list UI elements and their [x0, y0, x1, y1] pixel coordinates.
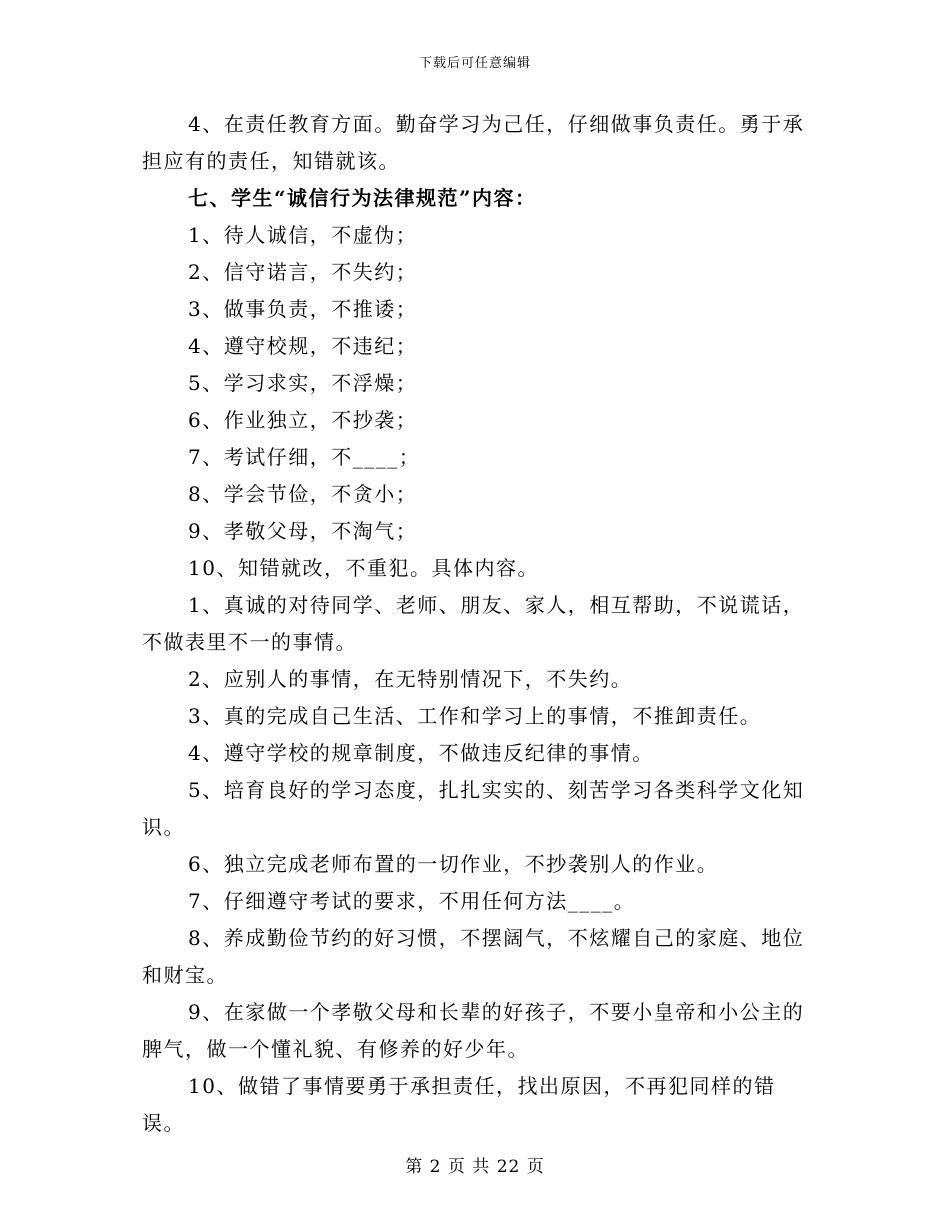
list-item: 7、考试仔细，不____；	[188, 445, 421, 469]
list-item: 4、遵守校规，不违纪；	[188, 334, 418, 358]
section-heading: 七、学生“诚信行为法律规范”内容：	[188, 186, 537, 210]
detail-item: 4、遵守学校的规章制度，不做违反纪律的事情。	[188, 741, 654, 765]
detail-item: 2、应别人的事情，在无特别情况下，不失约。	[188, 667, 633, 691]
detail-item: 9、在家做一个孝敬父母和长辈的好孩子，不要小皇帝和小公主的脾气，做一个懂礼貌、有修养的好少年。	[142, 1000, 805, 1061]
detail-item: 7、仔细遵守考试的要求，不用任何方法____。	[188, 889, 636, 913]
detail-item: 5、培育良好的学习态度，扎扎实实的、刻苦学习各类科学文化知识。	[142, 778, 805, 839]
page-number-footer: 第 2 页 共 22 页	[405, 1157, 545, 1177]
list-item: 8、学会节俭，不贪小；	[188, 482, 418, 506]
list-item: 6、作业独立，不抄袭；	[188, 408, 418, 432]
detail-item: 3、真的完成自己生活、工作和学习上的事情，不推卸责任。	[188, 704, 762, 728]
list-item: 10、知错就改，不重犯。具体内容。	[188, 556, 539, 580]
list-item: 2、信守诺言，不失约；	[188, 260, 418, 284]
paragraph: 4、在责任教育方面。勤奋学习为己任，仔细做事负责任。勇于承担应有的责任，知错就该。	[142, 112, 805, 173]
detail-item: 1、真诚的对待同学、老师、朋友、家人，相互帮助，不说谎话，不做表里不一的事情。	[142, 593, 805, 654]
list-item: 5、学习求实，不浮燥；	[188, 371, 418, 395]
detail-item: 10、做错了事情要勇于承担责任，找出原因，不再犯同样的错误。	[142, 1074, 776, 1135]
list-item: 9、孝敬父母，不淘气；	[188, 519, 418, 543]
page-header-note: 下载后可任意编辑	[418, 56, 531, 71]
list-item: 1、待人诚信，不虚伪；	[188, 223, 418, 247]
detail-item: 6、独立完成老师布置的一切作业，不抄袭别人的作业。	[188, 852, 719, 876]
detail-item: 8、养成勤俭节约的好习惯，不摆阔气，不炫耀自己的家庭、地位和财宝。	[142, 926, 805, 987]
list-item: 3、做事负责，不推诿；	[188, 297, 418, 321]
document-body	[142, 106, 810, 1142]
